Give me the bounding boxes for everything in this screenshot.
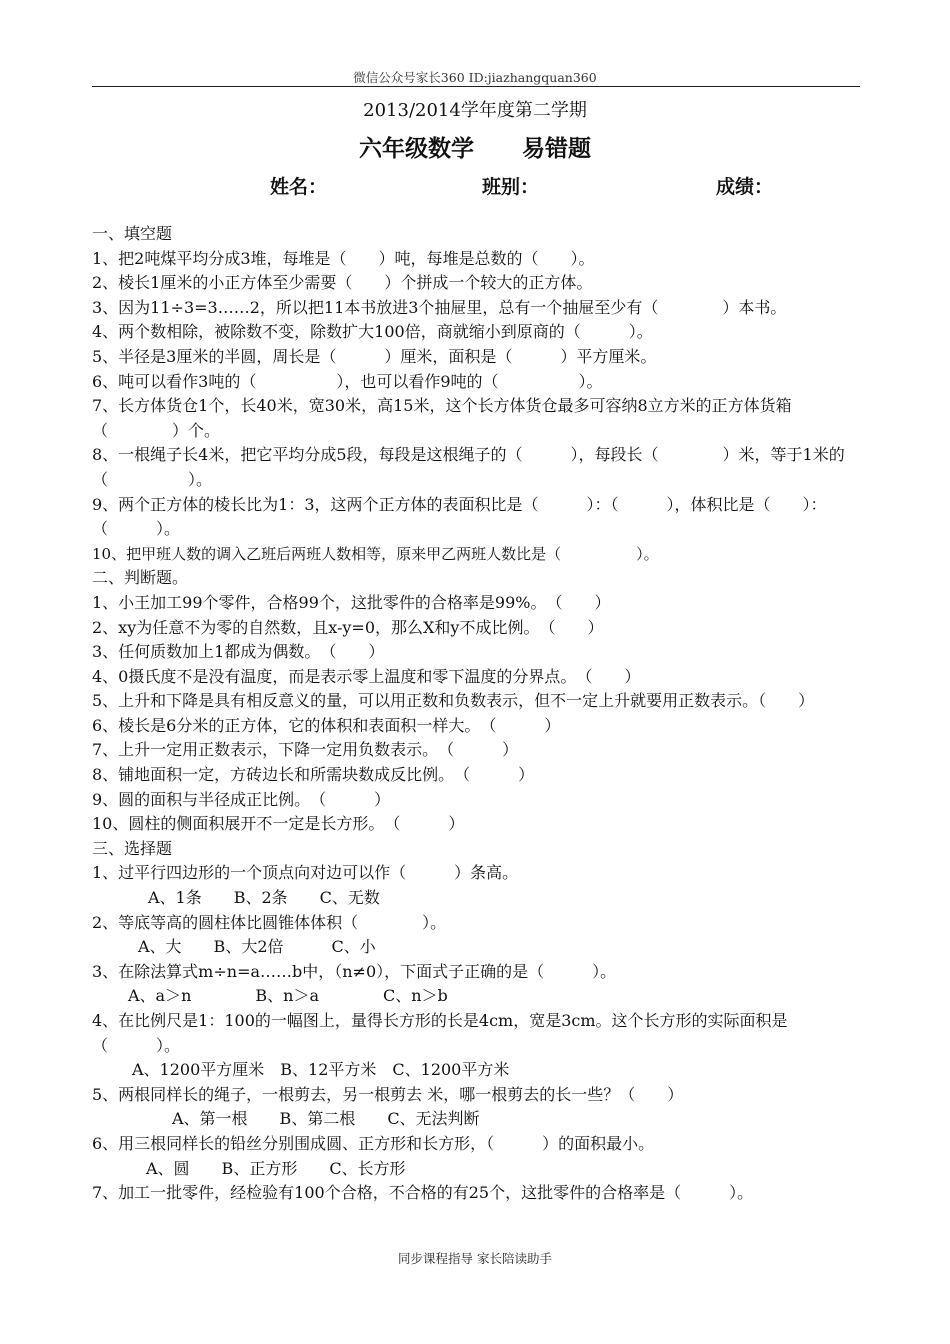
judge-question-7: 7、上升一定用正数表示，下降一定用负数表示。 （ ）	[92, 740, 519, 760]
choice-options-4: A、1200平方厘米 B、12平方米 C、1200平方米	[132, 1060, 510, 1080]
choice-options-6: A、圆 B、正方形 C、长方形	[146, 1158, 406, 1178]
fill-question-6: 6、吨可以看作3吨的（ ），也可以看作9吨的（ ）。	[92, 371, 603, 391]
judge-question-8: 8、铺地面积一定，方砖边长和所需块数成反比例。 （ ）	[92, 765, 535, 785]
judge-question-3: 3、任何质数加上1都成为偶数。 （ ）	[92, 642, 385, 662]
judge-question-4: 4、0摄氏度不是没有温度，而是表示零上温度和零下温度的分界点。 （ ）	[92, 666, 641, 686]
fill-question-5: 5、半径是3厘米的半圆，周长是（ ）厘米，面积是（ ）平方厘米。	[92, 346, 657, 366]
fill-question-1: 1、把2吨煤平均分成3堆，每堆是（ ）吨，每堆是总数的（ ）。	[92, 248, 595, 268]
section-heading-fill: 一、填空题	[92, 224, 173, 243]
choice-question-2: 2、等底等高的圆柱体比圆锥体体积（ ）。	[92, 912, 447, 932]
term-title: 2013/2014学年度第二学期	[363, 100, 587, 121]
footer-text: 同步课程指导 家长陪读助手	[398, 1251, 552, 1266]
class-field-label: 班别：	[482, 176, 540, 198]
judge-question-10: 10、圆柱的侧面积展开不一定是长方形。 （ ）	[92, 814, 465, 834]
judge-question-5: 5、上升和下降是具有相反意义的量，可以用正数和负数表示，但不一定上升就要用正数表示。（ ）	[92, 691, 815, 711]
judge-question-9: 9、圆的面积与半径成正比例。 （ ）	[92, 789, 391, 809]
choice-options-3: A、a＞n B、n＞a C、n＞b	[128, 986, 448, 1006]
judge-question-1: 1、小王加工99个零件，合格99个，这批零件的合格率是99%。 （ ）	[92, 592, 611, 612]
judge-question-6: 6、棱长是6分米的正方体，它的体积和表面积一样大。 （ ）	[92, 715, 561, 735]
choice-question-3: 3、在除法算式m÷n=a……b中，（n≠0），下面式子正确的是（ ）。	[92, 961, 617, 981]
choice-options-5: A、第一根 B、第二根 C、无法判断	[172, 1109, 480, 1129]
name-field-label: 姓名：	[270, 176, 328, 198]
header-rule	[92, 86, 860, 87]
judge-question-2: 2、xy为任意不为零的自然数，且x-y=0，那么X和y不成比例。 （ ）	[92, 617, 604, 637]
section-heading-judge: 二、判断题。	[92, 568, 189, 588]
section-heading-choice: 三、选择题	[92, 838, 173, 858]
fill-question-2: 2、棱长1厘米的小正方体至少需要（ ）个拼成一个较大的正方体。	[92, 273, 593, 293]
choice-question-7: 7、加工一批零件，经检验有100个合格，不合格的有25个，这批零件的合格率是（ ）。	[92, 1183, 754, 1203]
choice-options-2: A、大 B、大2倍 C、小	[138, 937, 376, 957]
question-body	[92, 222, 862, 1206]
fill-question-4: 4、两个数相除，被除数不变，除数扩大100倍，商就缩小到原商的（ ）。	[92, 322, 653, 342]
choice-question-1: 1、过平行四边形的一个顶点向对边可以作（ ）条高。	[92, 863, 519, 883]
choice-question-5: 5、两根同样长的绳子，一根剪去，另一根剪去 米，哪一根剪去的长一些？（ ）	[92, 1084, 684, 1104]
choice-options-1: A、1条 B、2条 C、无数	[148, 888, 380, 908]
fill-question-10: 10、把甲班人数的调入乙班后两班人数相等，原来甲乙两班人数比是（ ）。	[92, 544, 659, 563]
subject-title: 六年级数学	[359, 136, 474, 162]
score-field-label: 成绩：	[716, 176, 774, 198]
fill-question-3: 3、因为11÷3=3……2，所以把11本书放进3个抽屉里，总有一个抽屉至少有（ ）本书。	[92, 297, 787, 317]
header-watermark: 微信公众号家长360 ID:jiazhangquan360	[353, 70, 597, 85]
fill-question-9: 9、两个正方体的棱长比为1：3，这两个正方体的表面积比是（ ）：（ ），体积比是（ ）：（ ）。	[92, 494, 827, 539]
exam-title	[0, 130, 950, 163]
choice-question-6: 6、用三根同样长的铅丝分别围成圆、正方形和长方形，（ ）的面积最小。	[92, 1133, 655, 1153]
fill-question-7: 7、长方体货仓1个，长40米，宽30米，高15米，这个长方体货仓最多可容纳8立方米的正方体货箱（ ）个。	[92, 396, 792, 440]
fill-question-8: 8、一根绳子长4米，把它平均分成5段，每段是这根绳子的（ ），每段长（ ）米，等于1米的（ ）。	[92, 445, 845, 489]
choice-question-4: 4、在比例尺是1：100的一幅图上，量得长方形的长是4cm，宽是3cm。这个长方形的实际面积是（ ）。	[92, 1011, 788, 1055]
kind-title: 易错题	[522, 136, 591, 162]
